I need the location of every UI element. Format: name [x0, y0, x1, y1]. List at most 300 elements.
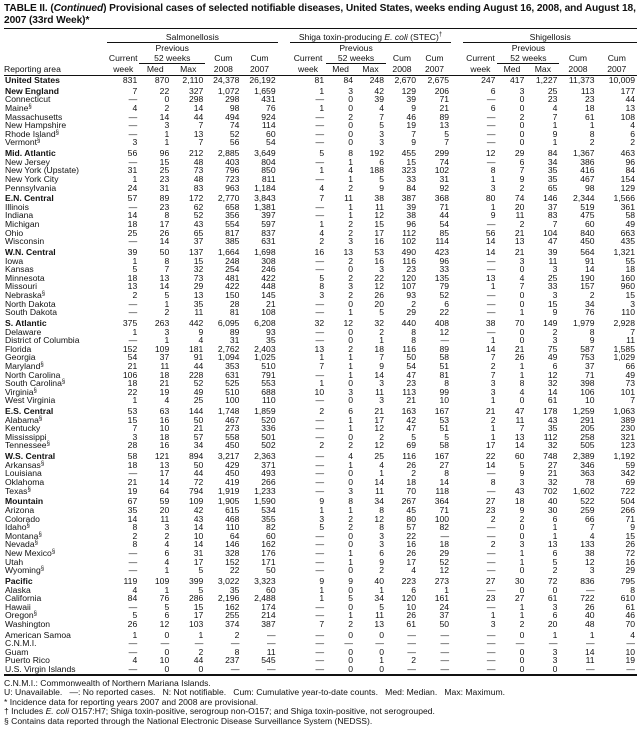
value-cell: 850: [261, 165, 276, 176]
value-cell: 5: [319, 522, 325, 533]
value-cell: —: [128, 120, 138, 131]
value-cell: 9: [319, 496, 325, 507]
table-row: [4, 76, 637, 85]
value-cell: —: [128, 638, 138, 649]
value-cell: 146: [225, 539, 240, 550]
value-cell: 15: [193, 255, 204, 266]
value-cell: 25: [547, 272, 558, 283]
value-cell: 113: [580, 85, 595, 96]
value-cell: —: [486, 219, 496, 230]
value-cell: 53: [127, 406, 138, 417]
value-cell: 19: [127, 485, 138, 496]
value-cell: 60: [266, 584, 276, 595]
value-cell: 1,664: [217, 247, 240, 258]
value-cell: 0: [348, 601, 354, 612]
value-cell: 248: [225, 255, 240, 266]
value-cell: 7: [319, 618, 325, 629]
value-cell: 56: [127, 148, 138, 159]
value-cell: 2: [552, 565, 558, 576]
value-cell: 2: [552, 326, 558, 337]
value-cell: 0: [519, 298, 525, 309]
value-cell: 11: [344, 193, 354, 204]
year-2007-label: 2007: [597, 64, 637, 76]
value-cell: 12: [485, 148, 496, 159]
value-cell: 42: [193, 505, 204, 515]
value-cell: 110: [261, 395, 276, 406]
value-cell: 160: [620, 272, 635, 283]
value-cell: 108: [261, 307, 276, 318]
value-cell: 83: [547, 210, 558, 221]
value-cell: 23: [485, 505, 496, 515]
value-cell: 99: [439, 386, 450, 397]
reporting-area-cell: Puerto Rico: [5, 655, 50, 666]
reporting-area-cell: Nevada§: [5, 539, 38, 550]
value-cell: 27: [439, 459, 450, 470]
value-cell: 76: [159, 593, 170, 604]
value-cell: 46: [406, 111, 416, 122]
table-row: [4, 566, 637, 575]
value-cell: 1: [348, 505, 354, 515]
value-cell: 14: [193, 102, 204, 113]
value-cell: 26: [159, 227, 170, 238]
value-cell: 0: [164, 94, 170, 105]
value-cell: 8: [589, 326, 595, 337]
value-cell: 448: [261, 281, 276, 292]
value-cell: —: [128, 298, 138, 309]
value-cell: 336: [261, 423, 276, 434]
value-cell: 25: [193, 395, 204, 406]
value-cell: 0: [348, 584, 354, 595]
value-cell: 5: [319, 272, 325, 283]
value-cell: 91: [193, 352, 204, 363]
value-cell: 56: [485, 227, 496, 238]
value-cell: 20: [374, 298, 384, 309]
value-cell: 27: [514, 593, 525, 604]
value-cell: 81: [439, 369, 450, 380]
reporting-area-cell: Alabama§: [5, 414, 43, 425]
value-cell: —: [440, 335, 450, 346]
value-cell: 14: [547, 386, 558, 397]
value-cell: 2: [519, 111, 525, 122]
value-cell: —: [440, 629, 450, 640]
value-cell: 98: [585, 182, 595, 193]
value-cell: 1: [319, 102, 325, 113]
reporting-area-cell: North Carolina: [5, 369, 61, 380]
value-cell: 59: [625, 459, 635, 470]
reporting-area-cell: Nebraska§: [5, 290, 46, 300]
value-cell: 7: [630, 395, 635, 406]
value-cell: 27: [485, 575, 496, 586]
value-cell: 3: [552, 601, 558, 612]
value-cell: 89: [439, 111, 450, 122]
value-cell: —: [486, 111, 496, 122]
value-cell: 73: [625, 378, 635, 389]
header-previous-row: [4, 43, 637, 54]
reporting-area-cell: District of Columbia: [5, 335, 80, 346]
value-cell: 14: [193, 522, 204, 533]
value-cell: 12: [439, 326, 450, 337]
group-stec: Shiga toxin-producing E. coli (STEC)†: [290, 29, 451, 43]
value-cell: 3: [132, 431, 138, 442]
value-cell: —: [585, 584, 595, 595]
value-cell: —: [128, 307, 138, 318]
value-cell: 6: [552, 547, 558, 558]
value-cell: 3: [490, 386, 496, 397]
value-cell: 3: [519, 539, 525, 550]
value-cell: 13: [439, 120, 450, 131]
table-row: [4, 487, 637, 496]
value-cell: 12: [374, 281, 384, 292]
value-cell: 0: [348, 298, 354, 309]
value-cell: 3: [552, 335, 558, 346]
value-cell: 30: [514, 575, 525, 586]
value-cell: 1,233: [254, 485, 276, 496]
value-cell: 3: [132, 137, 138, 148]
value-cell: 57: [127, 193, 138, 204]
reporting-area-cell: New Jersey: [5, 156, 50, 167]
value-cell: 8: [411, 326, 416, 337]
value-cell: 14: [374, 477, 384, 488]
value-cell: —: [267, 638, 276, 649]
value-cell: 2,344: [573, 193, 595, 204]
value-cell: 35: [547, 173, 558, 184]
value-cell: 7: [319, 193, 325, 204]
value-cell: —: [315, 477, 325, 488]
value-cell: 2,928: [613, 317, 635, 328]
value-cell: 21: [193, 423, 204, 434]
value-cell: 237: [225, 655, 240, 666]
value-cell: —: [486, 601, 496, 612]
value-cell: 4: [132, 655, 138, 666]
value-cell: 39: [406, 201, 416, 212]
value-cell: 1: [319, 165, 325, 176]
value-cell: 0: [164, 664, 170, 675]
value-cell: 1,063: [613, 406, 635, 417]
reporting-area-cell: Rhode Island§: [5, 128, 59, 139]
value-cell: 0: [348, 655, 354, 666]
value-cell: —: [128, 646, 138, 657]
reporting-area-cell: New Hampshire: [5, 120, 67, 131]
value-cell: 3: [348, 236, 354, 247]
value-cell: 255: [225, 610, 240, 621]
reporting-area-cell: Connecticut: [5, 94, 51, 105]
value-cell: 0: [164, 629, 170, 640]
value-cell: 33: [547, 281, 558, 292]
value-cell: 417: [510, 75, 525, 85]
value-cell: 116: [402, 343, 416, 354]
value-cell: 76: [266, 102, 276, 113]
value-cell: 0: [519, 655, 525, 666]
value-cell: 419: [225, 477, 240, 488]
value-cell: 31: [159, 182, 170, 193]
value-cell: 12: [374, 440, 384, 451]
value-cell: 18: [159, 431, 170, 442]
value-cell: 11: [375, 610, 384, 621]
value-cell: 7: [411, 128, 416, 139]
value-cell: 553: [261, 378, 276, 389]
value-cell: 230: [620, 423, 635, 434]
value-cell: 2: [348, 522, 354, 533]
value-cell: 8: [589, 128, 595, 139]
value-cell: 9: [379, 182, 384, 193]
value-cell: 9: [348, 575, 354, 586]
value-cell: 17: [406, 556, 416, 567]
value-cell: 3: [379, 539, 384, 550]
value-cell: 2: [132, 530, 138, 541]
value-cell: 98: [229, 102, 240, 113]
value-cell: 34: [585, 298, 595, 309]
value-cell: 1,025: [254, 352, 276, 363]
value-cell: 67: [127, 496, 138, 507]
value-cell: 6: [519, 156, 525, 167]
value-cell: 1,602: [573, 485, 595, 496]
value-cell: 7: [630, 326, 635, 337]
value-cell: 3: [379, 378, 384, 389]
value-cell: 167: [434, 406, 450, 417]
value-cell: 9: [630, 522, 635, 533]
value-cell: 26: [406, 610, 416, 621]
value-cell: 3: [552, 264, 558, 275]
value-cell: 84: [625, 165, 635, 176]
value-cell: 3: [490, 182, 496, 193]
value-cell: 14: [485, 343, 496, 354]
value-cell: 19: [159, 386, 170, 397]
weeks52-label: 52 weeks: [497, 53, 559, 64]
value-cell: 323: [401, 165, 416, 176]
value-cell: 16: [374, 236, 384, 247]
value-cell: —: [486, 522, 496, 533]
value-cell: 129: [401, 85, 416, 96]
value-cell: 84: [343, 75, 354, 85]
value-cell: 2: [319, 406, 325, 417]
value-cell: —: [407, 664, 416, 675]
value-cell: 0: [519, 522, 525, 533]
value-cell: 267: [401, 496, 416, 507]
previous-label: Previous: [339, 43, 373, 53]
value-cell: 57: [193, 431, 204, 442]
value-cell: 1: [348, 173, 354, 184]
value-cell: 101: [620, 386, 635, 397]
value-cell: 422: [261, 272, 276, 283]
value-cell: 26,192: [249, 75, 276, 85]
value-cell: 42: [374, 85, 384, 96]
reporting-area-cell: Florida: [5, 343, 32, 354]
value-cell: 259: [580, 505, 595, 515]
reporting-area-cell: E.N. Central: [5, 193, 54, 204]
value-cell: 1: [198, 629, 204, 640]
value-cell: 65: [193, 227, 204, 238]
value-cell: 722: [620, 485, 635, 496]
value-cell: 1: [319, 85, 325, 96]
footnotes: [4, 679, 637, 727]
value-cell: 16: [314, 247, 325, 258]
value-cell: 6: [379, 547, 384, 558]
value-cell: 5: [379, 307, 384, 318]
value-cell: —: [315, 423, 325, 434]
value-cell: —: [486, 326, 496, 337]
value-cell: 188: [369, 165, 384, 176]
value-cell: 2: [348, 227, 354, 238]
value-cell: 22: [159, 85, 170, 96]
reporting-area-cell: United States: [5, 75, 60, 85]
value-cell: 298: [188, 94, 204, 105]
value-cell: 7: [444, 137, 450, 148]
value-cell: 4: [630, 629, 635, 640]
value-cell: 9: [411, 102, 416, 113]
value-cell: 723: [225, 173, 240, 184]
value-cell: 4: [164, 395, 170, 406]
value-cell: 5: [411, 431, 416, 442]
value-cell: 7: [164, 264, 170, 275]
value-cell: 266: [620, 505, 635, 515]
value-cell: 72: [625, 547, 635, 558]
reporting-area-cell: Mountain: [5, 496, 44, 507]
year-2007-label: 2007: [418, 64, 451, 76]
value-cell: 4: [589, 530, 595, 541]
value-cell: 23: [585, 94, 595, 105]
header-52weeks-row: [4, 53, 637, 64]
value-cell: 39: [547, 247, 558, 258]
value-cell: 29: [406, 307, 416, 318]
value-cell: 176: [261, 547, 276, 558]
value-cell: 1: [348, 201, 354, 212]
value-cell: —: [315, 414, 325, 425]
value-cell: —: [128, 111, 138, 122]
value-cell: 26: [625, 539, 635, 550]
value-cell: 1: [552, 137, 558, 148]
value-cell: 171: [261, 556, 276, 567]
value-cell: 24,378: [213, 75, 240, 85]
value-cell: 43: [514, 485, 525, 496]
value-cell: 0: [348, 102, 354, 113]
value-cell: 4: [198, 335, 204, 346]
value-cell: 0: [348, 664, 354, 675]
value-cell: 10: [406, 601, 416, 612]
value-cell: 1,321: [613, 247, 635, 258]
value-cell: 1: [490, 395, 496, 406]
value-cell: 19: [406, 120, 416, 131]
value-cell: 79: [439, 281, 450, 292]
reporting-area-cell: Kentucky: [5, 423, 41, 434]
max-label: Max: [171, 64, 205, 76]
value-cell: —: [486, 290, 496, 300]
value-cell: 7: [552, 219, 558, 230]
value-cell: 52: [439, 290, 450, 300]
value-cell: 33: [439, 264, 450, 275]
value-cell: 4: [519, 386, 525, 397]
value-cell: —: [486, 485, 496, 496]
value-cell: 4: [164, 539, 170, 550]
value-cell: 615: [225, 505, 240, 515]
value-cell: —: [230, 638, 240, 649]
value-cell: 3: [348, 281, 354, 292]
value-cell: 7: [519, 165, 525, 176]
value-cell: 688: [261, 386, 276, 397]
value-cell: —: [315, 459, 325, 470]
value-cell: —: [375, 638, 384, 649]
value-cell: 178: [543, 406, 558, 417]
value-cell: 363: [580, 468, 595, 479]
value-cell: —: [315, 530, 325, 541]
value-cell: 61: [625, 601, 635, 612]
value-cell: 60: [585, 219, 595, 230]
value-cell: 663: [620, 227, 635, 238]
value-cell: 450: [580, 236, 595, 247]
value-cell: 27: [485, 496, 496, 507]
footnote-section: § Contains data reported through the National Electronic Disease Surveillance System (NEDSS).: [4, 716, 373, 727]
value-cell: —: [486, 530, 496, 541]
value-cell: 342: [620, 468, 635, 479]
value-cell: 9: [379, 556, 384, 567]
value-cell: 4: [348, 165, 354, 176]
value-cell: 0: [348, 468, 354, 479]
reporting-area-cell: Pennsylvania: [5, 182, 57, 193]
value-cell: 70: [514, 317, 525, 328]
value-cell: 123: [620, 440, 635, 451]
value-cell: 960: [620, 281, 635, 292]
value-cell: 298: [225, 94, 240, 105]
value-cell: 753: [580, 352, 595, 363]
table-row: [4, 246, 637, 257]
value-cell: 22: [485, 451, 496, 462]
value-cell: 7: [589, 522, 595, 533]
value-cell: 106: [580, 386, 595, 397]
value-cell: 258: [580, 431, 595, 442]
value-cell: 3: [379, 530, 384, 541]
value-cell: —: [128, 201, 138, 212]
week-label: week: [463, 64, 497, 76]
reporting-area-cell: C.N.M.I.: [5, 638, 37, 649]
table-row: [4, 620, 637, 629]
value-cell: —: [267, 664, 276, 675]
value-cell: 1,698: [254, 247, 276, 258]
value-cell: 1: [164, 128, 170, 139]
value-cell: 836: [580, 575, 595, 586]
value-cell: 32: [374, 317, 384, 328]
reporting-area-cell: Virginia§: [5, 386, 37, 397]
value-cell: 18: [439, 539, 450, 550]
value-cell: —: [440, 655, 450, 666]
value-cell: 15: [159, 156, 170, 167]
value-cell: 266: [261, 477, 276, 488]
value-cell: 212: [188, 148, 204, 159]
value-cell: 2: [519, 513, 525, 524]
value-cell: 1: [490, 281, 496, 292]
value-cell: 45: [406, 505, 416, 515]
value-cell: 3: [319, 290, 325, 300]
value-cell: 20: [514, 201, 525, 212]
value-cell: 35: [229, 584, 240, 595]
value-cell: 3: [589, 565, 595, 576]
value-cell: 23: [547, 94, 558, 105]
value-cell: 11: [515, 210, 525, 221]
group-salmonellosis: Salmonellosis: [107, 29, 277, 43]
value-cell: 1: [379, 335, 384, 346]
value-cell: 24: [439, 601, 450, 612]
value-cell: 17: [193, 610, 204, 621]
value-cell: 106: [122, 369, 138, 380]
current-label: Current: [466, 53, 495, 64]
value-cell: 2: [348, 290, 354, 300]
value-cell: —: [128, 565, 138, 576]
value-cell: 1: [519, 601, 525, 612]
cum-label: Cum: [607, 53, 626, 64]
value-cell: 48: [193, 156, 204, 167]
reporting-area-cell: Arkansas§: [5, 459, 45, 470]
value-cell: 29: [514, 148, 525, 159]
value-cell: 4: [630, 120, 635, 131]
value-cell: 327: [188, 85, 204, 96]
